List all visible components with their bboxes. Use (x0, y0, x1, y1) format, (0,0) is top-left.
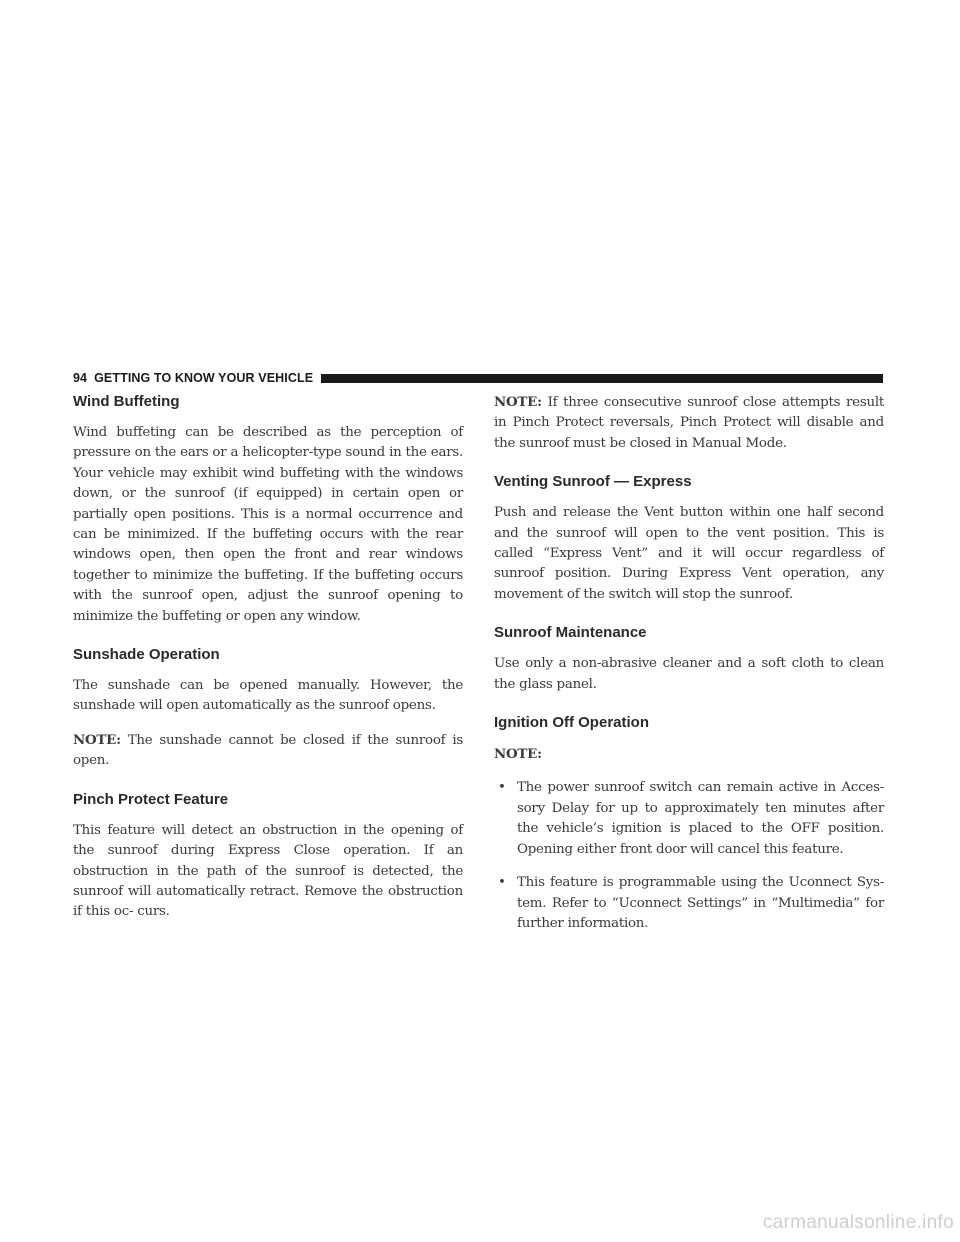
heading-pinch-protect: Pinch Protect Feature (73, 790, 229, 808)
ignition-bullet-list (494, 778, 884, 934)
left-column (73, 392, 463, 936)
note-text: The sunshade cannot be closed if the sunroof is open. (73, 732, 463, 769)
heading-ignition-off: Ignition Off Operation (494, 714, 649, 732)
pinch-protect-note (494, 392, 884, 454)
list-item (494, 778, 884, 860)
bullet-icon: • (498, 780, 506, 796)
sunshade-body: The sunshade can be opened manually. However, the sunshade will open automatically as the sunroof opens. (73, 678, 463, 714)
maintenance-body: Use only a non-abrasive cleaner and a soft cloth to clean the glass panel. (494, 656, 884, 692)
header-rule (321, 374, 883, 383)
section-ignition-off (494, 713, 884, 934)
sunshade-note (73, 730, 463, 772)
section-wind-buffeting (73, 392, 463, 627)
bullet-icon: • (498, 875, 506, 891)
page-number: 94 (73, 371, 88, 385)
note-text: If three consecutive sunroof close attempts result in Pinch Protect reversals, Pinch Protect will disable and the sunroof must be closed in Manual Mode. (494, 395, 884, 451)
bullet-text: The power sunroof switch can remain active in Acces- sory Delay for up to approximately ten minutes after the vehicle’s ignition is placed to the OFF position. Opening either front door will cancel this feature. (517, 780, 884, 857)
heading-sunshade: Sunshade Operation (73, 646, 220, 664)
heading-sunroof-maintenance: Sunroof Maintenance (494, 624, 647, 642)
section-pinch-protect (73, 790, 463, 923)
venting-body: Push and release the Vent button within one half second and the sunroof will open to the vent position. This is called “Express Vent” and it will occur regardless of sunroof position. During Express Vent operation, any movement of the switch will stop the sunroof. (494, 505, 884, 602)
section-title: GETTING TO KNOW YOUR VEHICLE (94, 371, 314, 385)
section-sunshade (73, 645, 463, 772)
pinch-protect-body: This feature will detect an obstruction in the opening of the sunroof during Express Close operation. If an obstruction in the path of the sunroof is detected, the sunroof will automatically retract. Remove the obstruction if this oc- curs. (73, 822, 463, 920)
page-header (73, 370, 883, 386)
section-sunroof-maintenance (494, 623, 884, 695)
watermark: carmanualsonline.info (762, 1212, 954, 1233)
bullet-text: This feature is programmable using the Uconnect Sys- tem. Refer to “Uconnect Settings” in “Multimedia” for further information. (517, 875, 884, 931)
section-venting-sunroof (494, 472, 884, 605)
heading-wind-buffeting: Wind Buffeting (73, 393, 180, 410)
heading-venting-sunroof: Venting Sunroof — Express (494, 473, 692, 491)
right-column (494, 392, 884, 947)
list-item (494, 873, 884, 934)
note-label: NOTE: (494, 746, 542, 763)
ignition-note-label (494, 744, 884, 765)
wind-buffeting-body: Wind buffeting can be described as the perception of pressure on the ears or a helicopter-type sound in the ears. Your vehicle may exhibit wind buffeting with the windows down, or the sunroof (if equipped) in certain open or partially open positions. This is a normal occurrence and can be minimized. If the buffeting occurs with the rear windows open, then open the front and rear windows together to minimize the buffeting. If the buffeting occurs with the sunroof open, adjust the sunroof opening to minimize the buffeting or open any window. (73, 425, 463, 624)
header-text (73, 371, 313, 385)
note-label: NOTE: (73, 731, 121, 748)
note-label: NOTE: (494, 394, 542, 410)
